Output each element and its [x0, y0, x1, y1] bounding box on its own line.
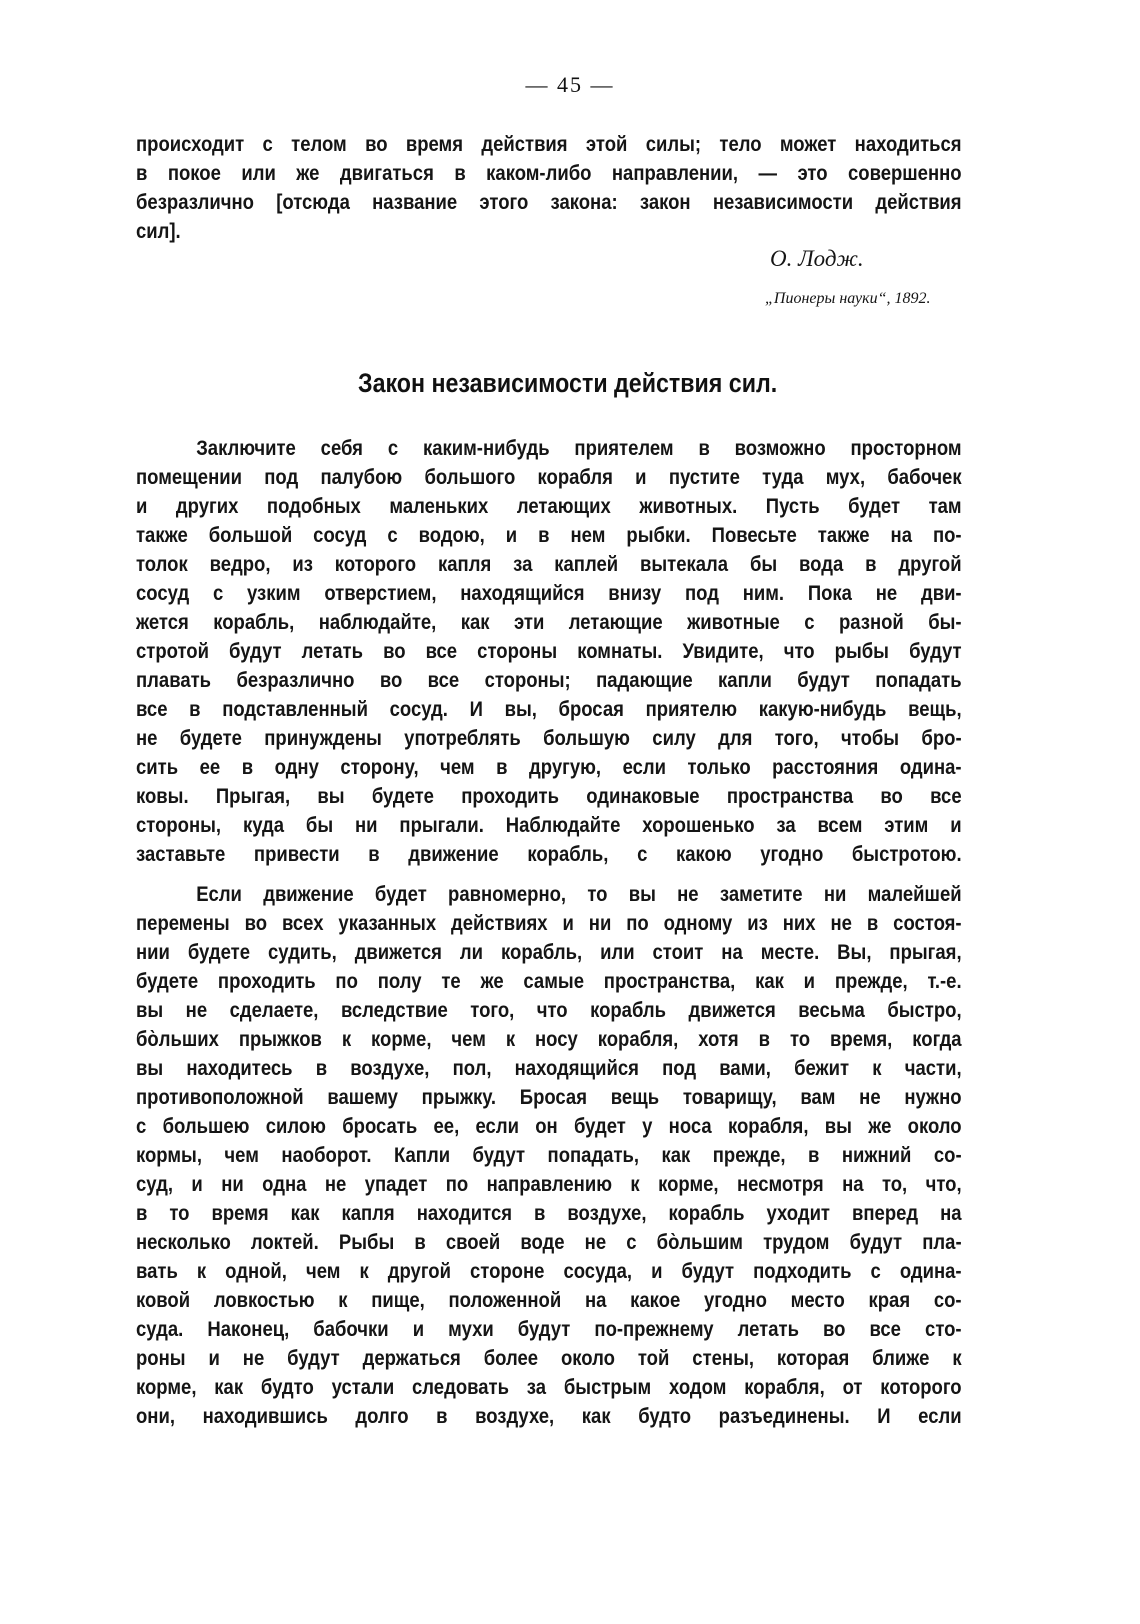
- text-line: помещении под палубою большого корабля и пустите туда мух, бабочек: [136, 465, 962, 489]
- text-line: суда. Наконец, бабочки и мухи будут по-прежнему летать во все сто-: [136, 1317, 962, 1341]
- text-line: суд, и ни одна не упадет по направлению к корме, несмотря на то, что,: [136, 1172, 962, 1196]
- text-line: также большой сосуд с водою, и в нем рыбки. Повесьте также на по-: [136, 523, 962, 547]
- text-line: несколько локтей. Рыбы в своей воде не с бо̀льшим трудом будут пла-: [136, 1230, 962, 1254]
- text-line: толок ведро, из которого капля за каплей вытекала бы вода в другой: [136, 552, 962, 576]
- text-line: происходит с телом во время действия этой силы; тело может находиться: [136, 132, 962, 156]
- text-line: заставьте привести в движение корабль, с какою угодно быстротою.: [136, 842, 962, 866]
- text-line: корме, как будто устали следовать за быстрым ходом корабля, от которого: [136, 1375, 962, 1399]
- text-line: сить ее в одну сторону, чем в другую, если только расстояния одина-: [136, 755, 962, 779]
- text-line: ковы. Прыгая, вы будете проходить одинаковые пространства во все: [136, 784, 962, 808]
- text-line: Заключите себя с каким-нибудь приятелем в возможно просторном: [196, 436, 962, 460]
- text-line: все в подставленный сосуд. И вы, бросая приятелю какую-нибудь вещь,: [136, 697, 962, 721]
- quote-author: О. Лодж.: [770, 246, 864, 271]
- paragraph-2: [136, 880, 962, 1431]
- page-number: — 45 —: [525, 72, 615, 97]
- text-line: в покое или же двигаться в каком-либо направлении, — это совершенно: [136, 161, 962, 185]
- text-line: стороны, куда бы ни прыгали. Наблюдайте хорошенько за всем этим и: [136, 813, 962, 837]
- text-line: сил].: [136, 219, 181, 243]
- intro-text: [136, 130, 962, 246]
- text-line: ковой ловкостью к пище, положенной на какое угодно место края со-: [136, 1288, 962, 1312]
- section-title: Закон независимости действия сил.: [358, 368, 778, 398]
- text-line: вы не сделаете, вследствие того, что корабль движется весьма быстро,: [136, 998, 962, 1022]
- text-line: с большею силою бросать ее, если он будет у носа корабля, вы же около: [136, 1114, 962, 1138]
- text-line: бо̀льших прыжков к корме, чем к носу корабля, хотя в то время, когда: [136, 1027, 962, 1051]
- quote-source: „Пионеры науки“, 1892.: [765, 290, 931, 307]
- text-line: жется корабль, наблюдайте, как эти летающие животные с разной бы-: [136, 610, 962, 634]
- text-line: Если движение будет равномерно, то вы не заметите ни малейшей: [196, 882, 962, 906]
- text-line: нии будете судить, движется ли корабль, или стоит на месте. Вы, прыгая,: [136, 940, 962, 964]
- text-line: противоположной вашему прыжку. Бросая вещь товарищу, вам не нужно: [136, 1085, 962, 1109]
- text-line: роны и не будут держаться более около той стены, которая ближе к: [136, 1346, 962, 1370]
- text-line: в то время как капля находится в воздухе, корабль уходит вперед на: [136, 1201, 962, 1225]
- paragraph-1: [136, 434, 962, 869]
- text-line: они, находившись долго в воздухе, как будто разъединены. И если: [136, 1404, 962, 1428]
- text-line: вы находитесь в воздухе, пол, находящийся под вами, бежит к части,: [136, 1056, 962, 1080]
- text-line: стротой будут летать во все стороны комнаты. Увидите, что рыбы будут: [136, 639, 962, 663]
- text-line: кормы, чем наоборот. Капли будут попадать, как прежде, в нижний со-: [136, 1143, 962, 1167]
- text-line: плавать безразлично во все стороны; падающие капли будут попадать: [136, 668, 962, 692]
- text-line: вать к одной, чем к другой стороне сосуда, и будут подходить с одина-: [136, 1259, 962, 1283]
- text-line: и других подобных маленьких летающих животных. Пусть будет там: [136, 494, 962, 518]
- text-line: перемены во всех указанных действиях и ни по одному из них не в состоя-: [136, 911, 962, 935]
- text-line: не будете принуждены употреблять большую силу для того, чтобы бро-: [136, 726, 962, 750]
- text-line: сосуд с узким отверстием, находящийся внизу под ним. Пока не дви-: [136, 581, 962, 605]
- text-line: будете проходить по полу те же самые пространства, как и прежде, т.-е.: [136, 969, 962, 993]
- text-line: безразлично [отсюда название этого закона: закон независимости действия: [136, 190, 962, 214]
